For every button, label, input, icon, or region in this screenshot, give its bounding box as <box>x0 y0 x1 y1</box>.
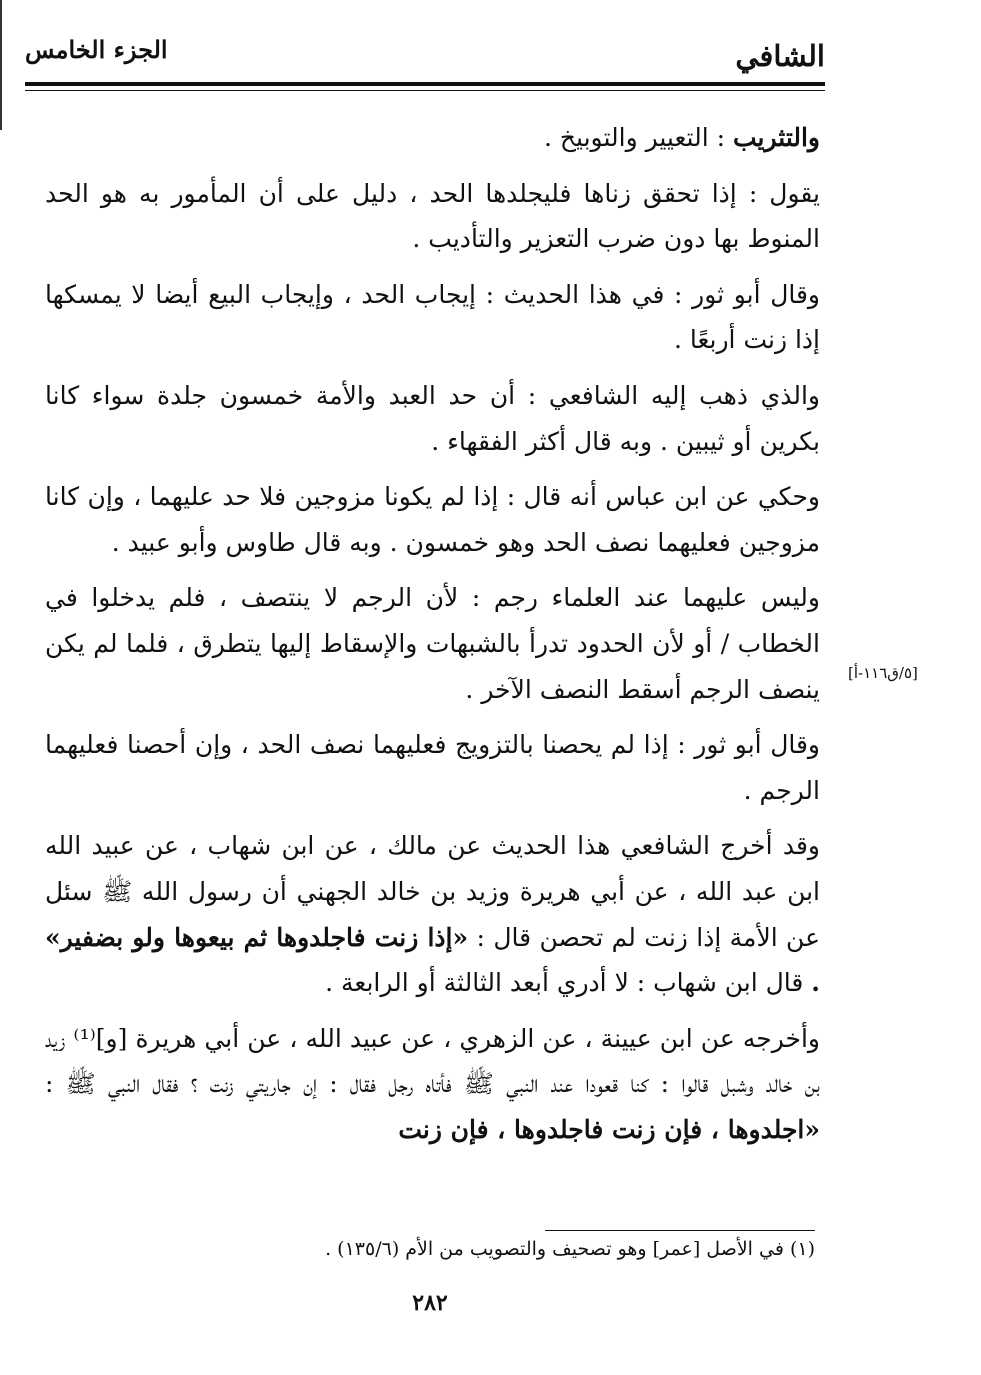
paragraph-text: : التعيير والتوبيخ . <box>544 123 733 152</box>
paragraph <box>45 115 820 161</box>
paragraph-text: وقد أخرج الشافعي هذا الحديث عن مالك ، عن ابن شهاب ، عن عبيد الله ابن عبد الله ، عن أبي هريرة وزيد بن خالد الجهني أن رسول الله ﷺ سئل عن الأمة إذا زنت لم تحصن قال : <box>45 831 820 952</box>
paragraph-lead: والتثريب <box>732 123 820 152</box>
body-text <box>45 115 820 1152</box>
manuscript-folio-note: [٥/ق١١٦-أ] <box>848 664 918 682</box>
paragraph: والذي ذهب إليه الشافعي : أن حد العبد والأمة خمسون جلدة سواء كانا بكرين أو ثيبين . وبه قال أكثر الفقهاء . <box>45 380 820 456</box>
hadith-quote: «إذا زنت فاجلدوها ثم بيعوها ولو بضفير» . <box>45 922 820 998</box>
paragraph-text: قال ابن شهاب : لا أدري أبعد الثالثة أو الرابعة . <box>325 968 812 998</box>
paragraph: يقول : إذا تحقق زناها فليجلدها الحد ، دليل على أن المأمور به هو الحد المنوط بها دون ضرب التعزير والتأديب . <box>45 178 820 254</box>
running-header <box>25 35 825 80</box>
paragraph: وقال أبو ثور : في هذا الحديث : إيجاب الحد ، وإيجاب البيع أيضا لا يمسكها إذا زنت أربعًا . <box>45 279 820 355</box>
hadith-quote: «اجلدوها ، فإن زنت فاجلدوها ، فإن زنت <box>398 1114 820 1144</box>
paragraph <box>45 823 820 1005</box>
header-rule-thin <box>25 90 825 91</box>
paragraph: وقال أبو ثور : إذا لم يحصنا بالتزويج فعليهما نصف الحد ، وإن أحصنا فعليهما الرجم . <box>45 730 820 805</box>
paragraph: وليس عليهما عند العلماء رجم : لأن الرجم لا ينتصف ، فلم يدخلوا في الخطاب / أو لأن الحدود تدرأ بالشبهات والإسقاط إليها يتطرق ، فلما لم يكن ينصف الرجم أسقط النصف الآخر . <box>45 583 820 704</box>
footnote: (١) في الأصل [عمر] وهو تصحيف والتصويب من الأم (١٣٥/٦) . <box>325 1238 815 1260</box>
volume-title: الجزء الخامس <box>25 35 168 64</box>
book-title: الشافي <box>735 39 825 73</box>
page-number: ٢٨٢ <box>412 1290 448 1316</box>
scan-edge <box>0 0 2 130</box>
paragraph: وحكي عن ابن عباس أنه قال : إذا لم يكونا مزوجين فلا حد عليهما ، وإن كانا مزوجين فعليهما نصف الحد وهو خمسون . وبه قال طاوس وأبو عبيد . <box>45 482 820 557</box>
header-rule-thick <box>25 82 825 86</box>
paragraph <box>45 1016 820 1153</box>
paragraph-text: وأخرجه عن ابن عيينة ، عن الزهري ، عن عبيد الله ، عن أبي هريرة [و]⁽¹⁾ زيد بن خالد وشبل قالوا : كنا قعودا عند النبي ﷺ فأتاه رجل فقال : إن جاريتي زنت ؟ فقال النبي ﷺ : <box>45 1023 820 1099</box>
footnote-rule <box>545 1230 815 1231</box>
